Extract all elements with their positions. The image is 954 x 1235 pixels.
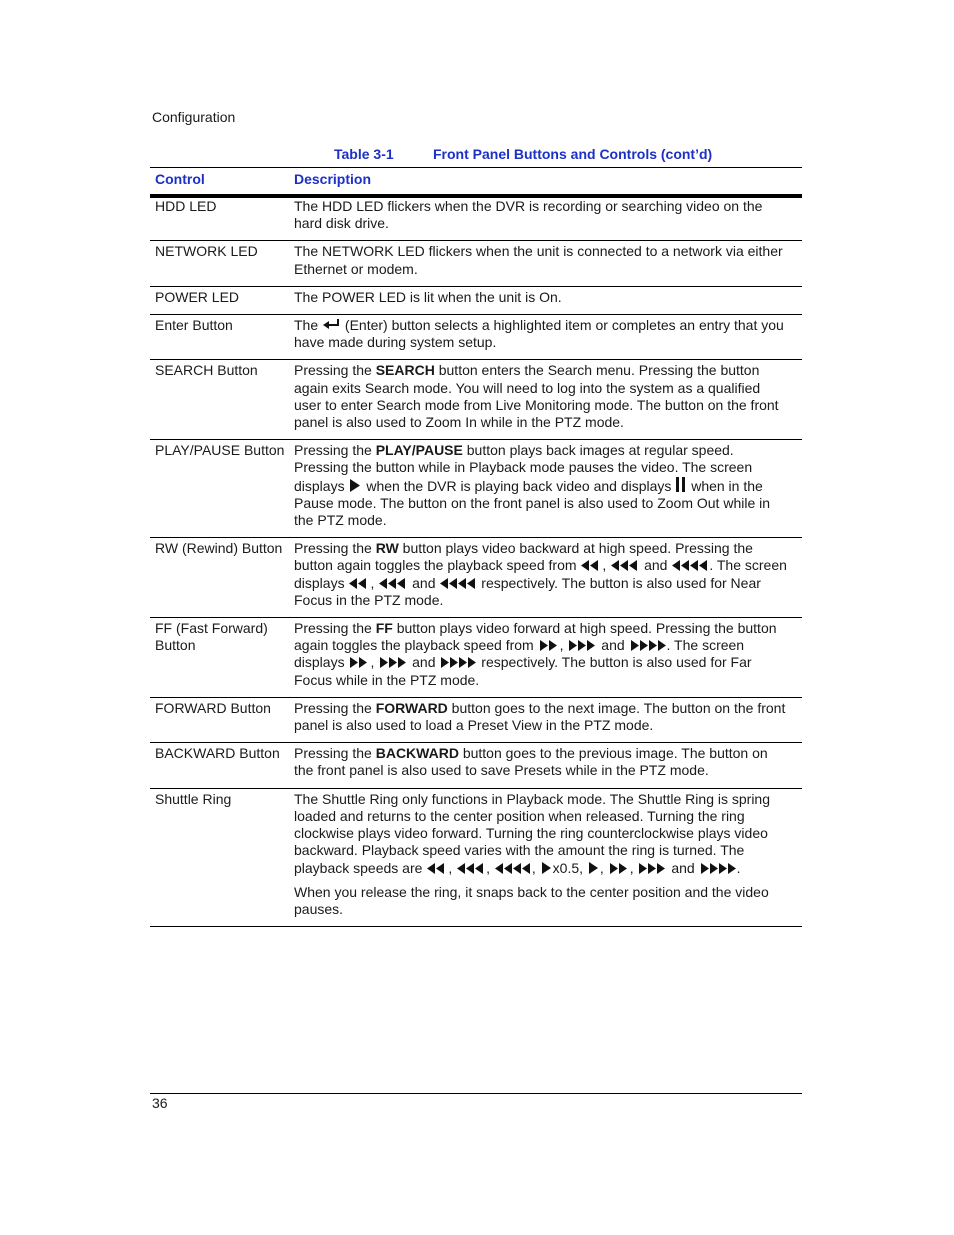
button-name: SEARCH (375, 362, 435, 379)
button-name: FORWARD (375, 699, 448, 716)
desc-text: Pressing the (294, 699, 376, 716)
separator: and (408, 654, 440, 671)
control-name: Enter Button (150, 315, 294, 360)
control-name: Shuttle Ring (150, 788, 294, 926)
fast-forward-3x-icon (378, 657, 408, 668)
fast-forward-3x-icon (637, 863, 667, 874)
table-row (150, 697, 802, 742)
table-row (150, 440, 802, 538)
separator: and (408, 574, 440, 591)
table-caption (334, 146, 713, 162)
control-description (294, 360, 802, 440)
table-header (150, 167, 802, 198)
fast-forward-4x-icon (629, 640, 667, 651)
fast-forward-4x-icon (699, 863, 737, 874)
separator: , (579, 859, 587, 876)
button-name: RW (375, 540, 399, 557)
rewind-3x-icon (610, 560, 640, 571)
fast-forward-3x-icon (567, 640, 597, 651)
rewind-4x-icon (439, 578, 477, 589)
button-name: BACKWARD (375, 745, 459, 762)
desc-text: The (294, 317, 323, 334)
page-number: 36 (152, 1095, 168, 1111)
desc-text: . The screen displays (294, 637, 745, 671)
separator: , (559, 637, 568, 654)
table-row (150, 788, 802, 926)
separator: , (531, 859, 540, 876)
rewind-4x-icon (671, 560, 709, 571)
desc-text: button plays video forward at high speed. Pressing the button again toggles the playback speed from (294, 620, 777, 654)
button-name: FF (375, 620, 393, 637)
section-title: Configuration (152, 109, 236, 125)
fast-forward-2x-icon (538, 640, 560, 651)
separator: and (667, 859, 699, 876)
desc-text: button plays video backward at high speed. Pressing the button again toggles the playback speed from (294, 540, 753, 574)
separator: , (370, 654, 379, 671)
separator: , (629, 859, 638, 876)
control-description: The NETWORK LED flickers when the unit is connected to a network via either Ethernet or modem. (294, 241, 802, 286)
table-caption-number: Table 3-1 (334, 146, 394, 162)
table-row (150, 241, 802, 286)
control-name: HDD LED (150, 196, 294, 241)
play-icon (348, 479, 362, 492)
separator: , (486, 859, 494, 876)
separator: , (370, 574, 379, 591)
fast-forward-2x-icon (348, 657, 370, 668)
separator: and (597, 637, 629, 654)
table-row (150, 743, 802, 788)
play-icon (540, 862, 553, 874)
separator: and (640, 557, 672, 574)
desc-text: respectively. The button is also used for Near Focus in the PTZ mode. (294, 574, 761, 608)
controls-table (150, 196, 802, 927)
description-paragraph: When you release the ring, it snaps back to the center position and the video pauses. (294, 883, 769, 917)
rewind-3x-icon (456, 863, 486, 874)
pause-icon (675, 477, 687, 492)
control-name: RW (Rewind) Button (150, 538, 294, 618)
rewind-3x-icon (378, 578, 408, 589)
control-name: SEARCH Button (150, 360, 294, 440)
column-header-control: Control (155, 171, 205, 187)
desc-text: button goes to the previous image. The button on the front panel is also used to save Presets while in the PTZ mode. (294, 745, 768, 779)
table-row (150, 315, 802, 360)
desc-text: Pressing the (294, 362, 376, 379)
control-description (294, 538, 802, 618)
rewind-2x-icon (580, 560, 602, 571)
control-description (294, 788, 802, 926)
desc-text: button plays back images at regular speed. Pressing the button while in Playback mode pauses the video. The screen displays (294, 442, 753, 494)
desc-text: (Enter) button selects a highlighted item or completes an entry that you have made during system setup. (294, 317, 784, 351)
rewind-4x-icon (494, 863, 532, 874)
desc-text: The Shuttle Ring only functions in Playback mode. The Shuttle Ring is spring loaded and returns to the center position when released. Turning the ring clockwise plays video forward. Turning the ring counterclockwise plays video backward. Playback speed varies with the amount the ring is turned. The playback speeds are (294, 790, 770, 876)
separator: , (602, 557, 611, 574)
button-name: PLAY/PAUSE (375, 442, 463, 459)
fast-forward-2x-icon (608, 863, 630, 874)
table-row (150, 286, 802, 314)
table-row (150, 618, 802, 698)
desc-text: button enters the Search menu. Pressing the button again exits Search mode. You will need to log into the system as a qualified user to enter Search mode from Live Monitoring mode. The button on the front panel is also used to Zoom In while in the PTZ mode. (294, 362, 779, 431)
table-row (150, 538, 802, 618)
desc-text: Pressing the (294, 442, 376, 459)
play-icon (587, 862, 600, 874)
control-name: POWER LED (150, 286, 294, 314)
table-caption-title: Front Panel Buttons and Controls (cont’d) (433, 146, 713, 162)
separator: . (736, 859, 741, 876)
rewind-2x-icon (348, 578, 370, 589)
speed-x05: x0.5 (552, 859, 580, 876)
control-name: FORWARD Button (150, 697, 294, 742)
control-name: PLAY/PAUSE Button (150, 440, 294, 538)
desc-text: . The screen displays (294, 557, 787, 591)
control-name: NETWORK LED (150, 241, 294, 286)
desc-text: Pressing the (294, 540, 376, 557)
rewind-2x-icon (426, 863, 448, 874)
enter-icon (322, 319, 341, 331)
desc-text: when the DVR is playing back video and displays (362, 477, 676, 494)
control-description (294, 697, 802, 742)
control-description (294, 618, 802, 698)
desc-text: when in the Pause mode. The button on the front panel is also used to Zoom Out while in the PTZ mode. (294, 477, 771, 529)
table-row (150, 196, 802, 241)
desc-text: respectively. The button is also used for Far Focus while in the PTZ mode. (294, 654, 752, 688)
control-name: FF (Fast Forward) Button (150, 618, 294, 698)
desc-text: Pressing the (294, 620, 376, 637)
control-description (294, 743, 802, 788)
control-description: The POWER LED is lit when the unit is On. (294, 286, 802, 314)
control-description (294, 315, 802, 360)
fast-forward-4x-icon (439, 657, 477, 668)
footer-rule (150, 1093, 802, 1094)
control-description: The HDD LED flickers when the DVR is recording or searching video on the hard disk drive. (294, 196, 802, 241)
description-paragraph (294, 791, 788, 877)
control-name: BACKWARD Button (150, 743, 294, 788)
table-row (150, 360, 802, 440)
column-header-description: Description (294, 171, 372, 187)
desc-text: Pressing the (294, 745, 376, 762)
separator: , (448, 859, 457, 876)
control-description (294, 440, 802, 538)
desc-text: button goes to the next image. The button on the front panel is also used to load a Preset View in the PTZ mode. (294, 699, 786, 734)
separator: , (599, 859, 608, 876)
